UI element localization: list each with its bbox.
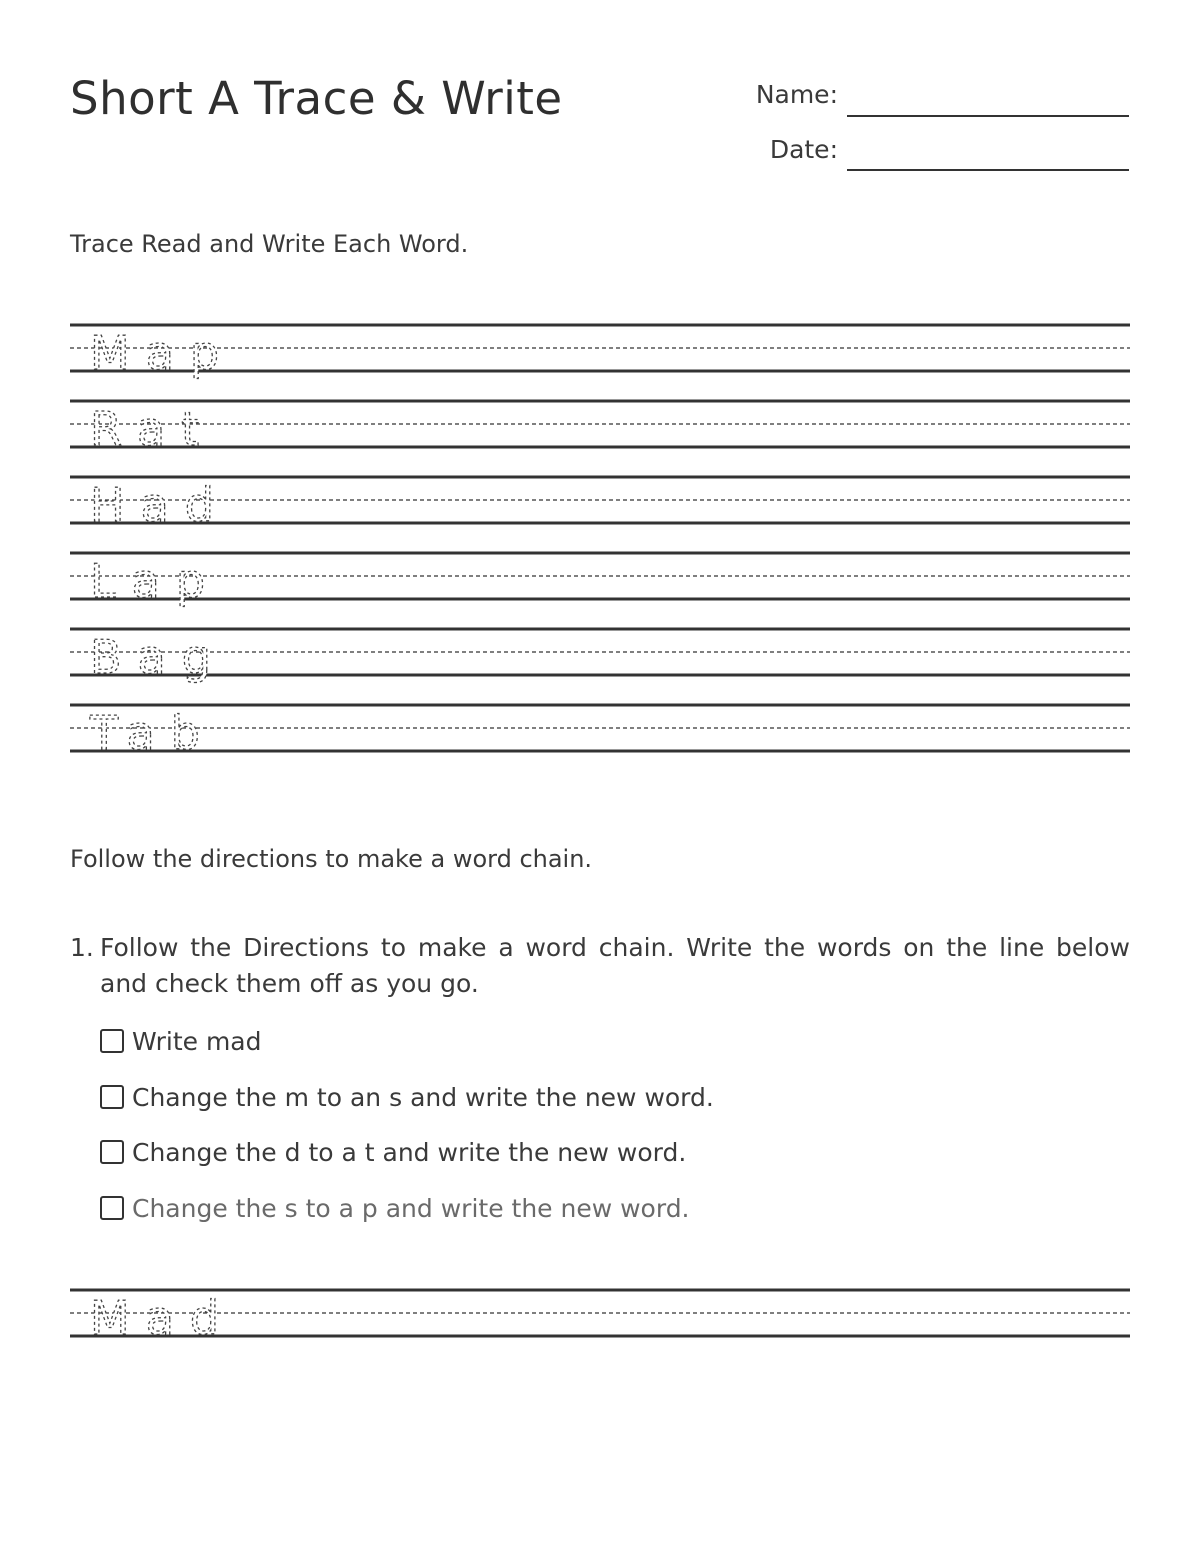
date-label: Date:: [769, 135, 838, 164]
trace-word: Bag: [90, 630, 227, 684]
date-line[interactable]: [847, 169, 1129, 171]
word-chain-instruction: Follow the directions to make a word chain.: [70, 845, 593, 873]
checklist-item-2[interactable]: [100, 1082, 714, 1112]
checkbox-3[interactable]: [100, 1140, 124, 1164]
task-number: 1.: [70, 933, 94, 962]
task-1: [70, 930, 1130, 1002]
task-text: Follow the Directions to make a word chain. Write the words on the line below and check them off as you go.: [100, 933, 1130, 998]
handwriting-row[interactable]: [70, 324, 1130, 380]
name-label: Name:: [755, 80, 838, 109]
trace-word: Mad: [90, 1291, 236, 1345]
trace-word: Map: [90, 326, 236, 380]
trace-instruction: Trace Read and Write Each Word.: [70, 230, 469, 258]
handwriting-row[interactable]: [70, 1289, 1130, 1345]
checkbox-4[interactable]: [100, 1196, 124, 1220]
trace-word: Rat: [90, 402, 216, 456]
checklist-item-4[interactable]: [100, 1193, 690, 1223]
handwriting-row[interactable]: [70, 628, 1130, 684]
handwriting-row[interactable]: [70, 552, 1130, 608]
handwriting-row[interactable]: [70, 476, 1130, 532]
trace-word: Lap: [90, 554, 222, 608]
checklist-item-3[interactable]: [100, 1137, 686, 1167]
checkbox-1[interactable]: [100, 1029, 124, 1053]
checklist-label-1: Write mad: [132, 1026, 262, 1056]
worksheet-title: Short A Trace & Write: [70, 72, 563, 125]
handwriting-row[interactable]: [70, 400, 1130, 456]
checklist-label-2: Change the m to an s and write the new word.: [132, 1082, 714, 1112]
name-line[interactable]: [847, 115, 1129, 117]
checklist-label-3: Change the d to a t and write the new word.: [132, 1137, 687, 1167]
trace-word: Had: [90, 478, 230, 532]
handwriting-row[interactable]: [70, 704, 1130, 760]
checklist-label-4: Change the s to a p and write the new word.: [132, 1193, 690, 1223]
trace-word: Tab: [90, 706, 216, 760]
checklist-item-1[interactable]: [100, 1026, 262, 1056]
checkbox-2[interactable]: [100, 1085, 124, 1109]
